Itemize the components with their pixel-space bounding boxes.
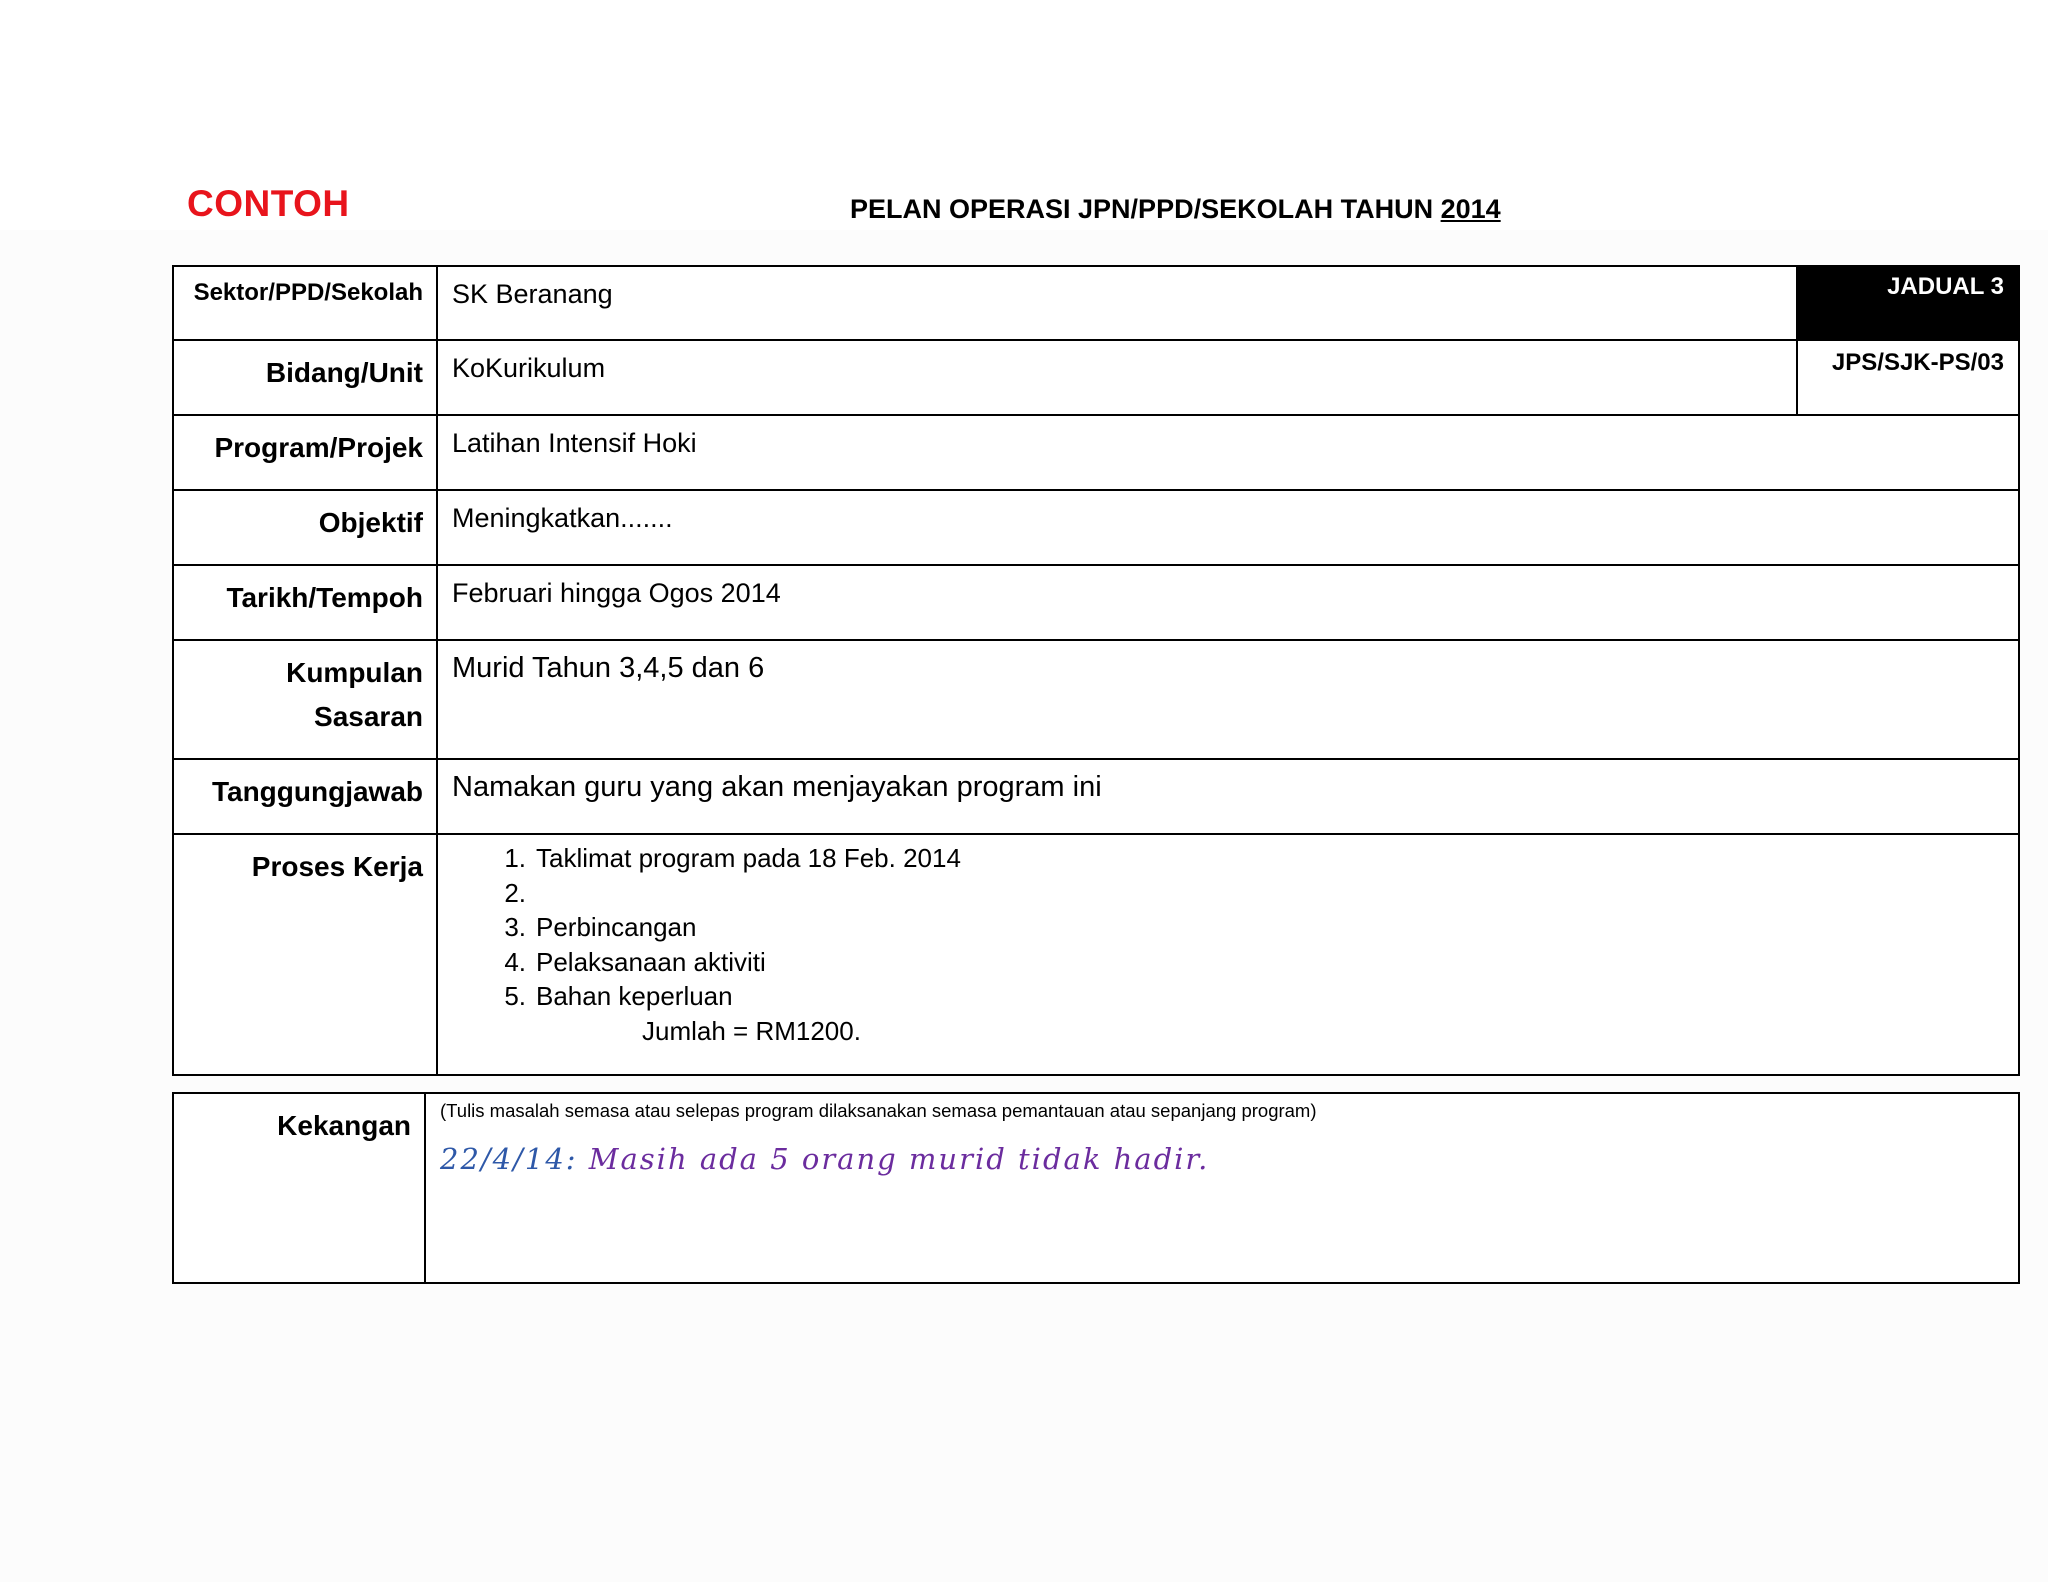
kumpulan-label-line1: Kumpulan [286, 657, 423, 688]
row-bidang [173, 340, 2019, 415]
sektor-label: Sektor/PPD/Sekolah [173, 266, 437, 340]
row-tanggungjawab [173, 759, 2019, 834]
program-label: Program/Projek [173, 415, 437, 490]
handwritten-note [426, 1122, 2018, 1176]
tanggungjawab-label: Tanggungjawab [173, 759, 437, 834]
operation-plan-table [172, 265, 2020, 1076]
bidang-value: KoKurikulum [437, 340, 1797, 415]
tanggungjawab-value: Namakan guru yang akan menjayakan program ini [437, 759, 2019, 834]
tarikh-label: Tarikh/Tempoh [173, 565, 437, 640]
jadual-badge: JADUAL 3 [1797, 266, 2019, 340]
note-date: 22/4/14: [440, 1142, 578, 1176]
row-kekangan [173, 1093, 2019, 1283]
row-proses [173, 834, 2019, 1075]
form-code: JPS/SJK-PS/03 [1797, 340, 2019, 415]
note-text: Masih ada 5 orang murid tidak hadir. [588, 1142, 1210, 1176]
kumpulan-label [173, 640, 437, 759]
proses-label: Proses Kerja [173, 834, 437, 1075]
sektor-value: SK Beranang [437, 266, 1797, 340]
list-item: 5. Bahan keperluan [504, 981, 733, 1011]
row-program [173, 415, 2019, 490]
total-amount: Jumlah = RM1200. [642, 1015, 861, 1046]
document-title [850, 194, 1501, 225]
program-value: Latihan Intensif Hoki [437, 415, 2019, 490]
process-steps [452, 841, 2018, 1014]
title-text: PELAN OPERASI JPN/PPD/SEKOLAH TAHUN [850, 194, 1434, 224]
constraints-table [172, 1092, 2020, 1284]
kumpulan-value: Murid Tahun 3,4,5 dan 6 [437, 640, 2019, 759]
kekangan-value [425, 1093, 2019, 1283]
title-year: 2014 [1440, 194, 1501, 224]
list-item: 1. Taklimat program pada 18 Feb. 2014 [504, 843, 961, 873]
kumpulan-label-line2: Sasaran [314, 701, 423, 732]
objektif-label: Objektif [173, 490, 437, 565]
kekangan-hint: (Tulis masalah semasa atau selepas program dilaksanakan semasa pemantauan atau sepanjang program) [440, 1100, 1317, 1121]
tarikh-value: Februari hingga Ogos 2014 [437, 565, 2019, 640]
list-item: 2. [504, 877, 526, 908]
objektif-value: Meningkatkan....... [437, 490, 2019, 565]
row-kumpulan [173, 640, 2019, 759]
kekangan-label: Kekangan [173, 1093, 425, 1283]
proses-value [437, 834, 2019, 1075]
list-item: 4. Pelaksanaan aktiviti [504, 946, 766, 977]
bidang-label: Bidang/Unit [173, 340, 437, 415]
row-tarikh [173, 565, 2019, 640]
sample-stamp: CONTOH [187, 183, 350, 224]
row-sektor [173, 266, 2019, 340]
list-item: 3. Perbincangan [504, 912, 697, 942]
row-objektif [173, 490, 2019, 565]
